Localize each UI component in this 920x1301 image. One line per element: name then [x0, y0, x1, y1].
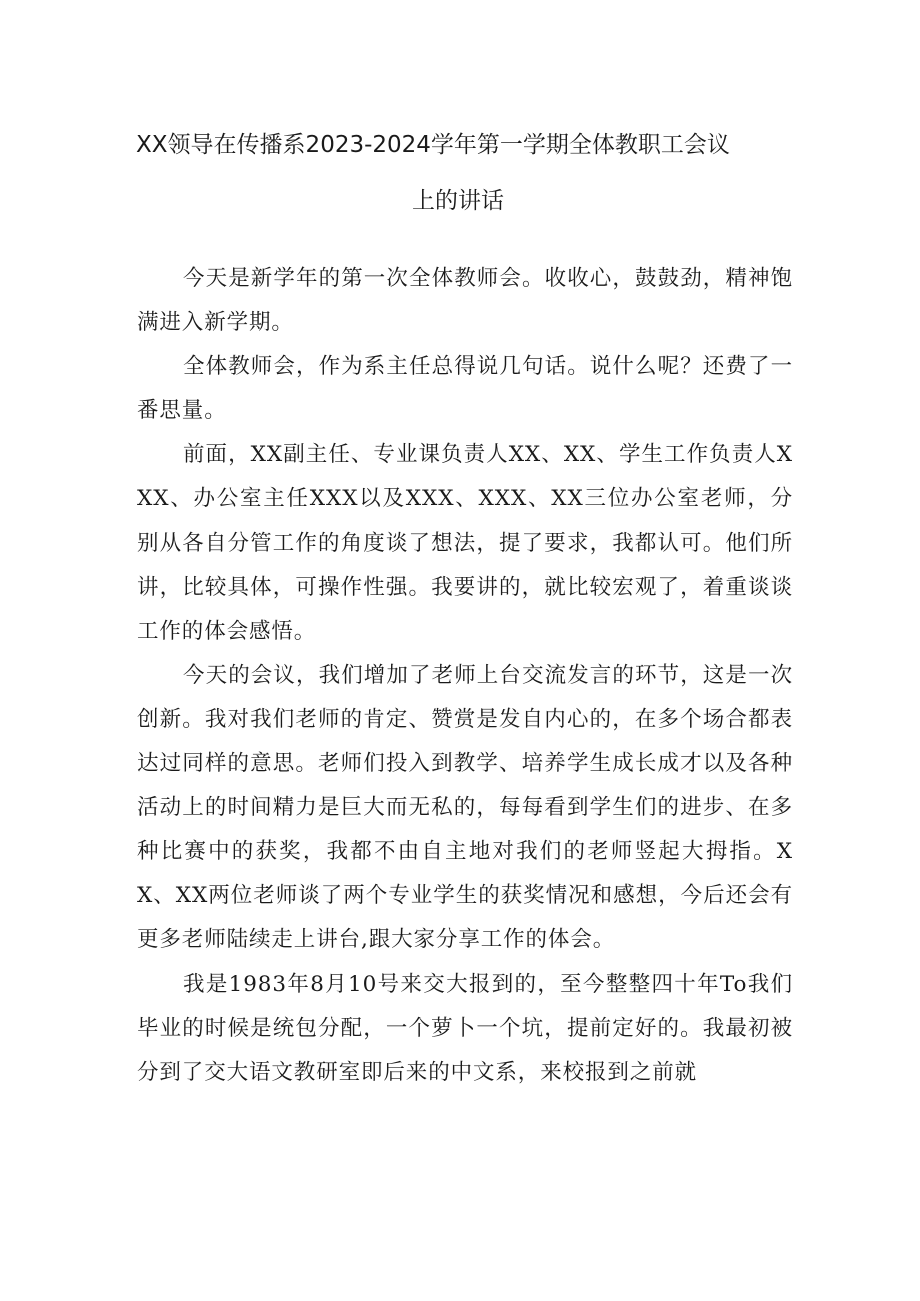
paragraph-2: 全体教师会，作为系主任总得说几句话。说什么呢？还费了一番思量。	[137, 354, 793, 424]
paragraph-3: 前面，XX副主任、专业课负责人XX、XX、学生工作负责人XXX、办公室主任XXX以及XXX、XXX、XX三位办公室老师，分别从各自分管工作的角度谈了想法，提了要求，我都认可。他们所讲，比较具体，可操作性强。我要讲的，就比较宏观了，着重谈谈工作的体会感悟。	[137, 442, 793, 644]
paragraph-5: 我是1983年8月10号来交大报到的，至今整整四十年To我们毕业的时候是统包分配，一个萝卜一个坑，提前定好的。我最初被分到了交大语文教研室即后来的中文系，来校报到之前就	[137, 971, 793, 1085]
document-title-line-2: 上的讲话	[412, 188, 504, 214]
document-body	[137, 257, 793, 1095]
paragraph-4: 今天的会议，我们增加了老师上台交流发言的环节，这是一次创新。我对我们老师的肯定、赞赏是发自内心的，在多个场合都表达过同样的意思。老师们投入到教学、培养学生成长成才以及各种活动上的时间精力是巨大而无私的，每每看到学生们的进步、在多种比赛中的获奖，我都不由自主地对我们的老师竖起大拇指。XX、XX两位老师谈了两个专业学生的获奖情况和感想，今后还会有更多老师陆续走上讲台,跟大家分享工作的体会。	[137, 662, 793, 953]
paragraph-1: 今天是新学年的第一次全体教师会。收收心，鼓鼓劲，精神饱满进入新学期。	[137, 266, 793, 336]
document-title-line-1: XX领导在传播系2023-2024学年第一学期全体教职工会议	[136, 132, 730, 158]
